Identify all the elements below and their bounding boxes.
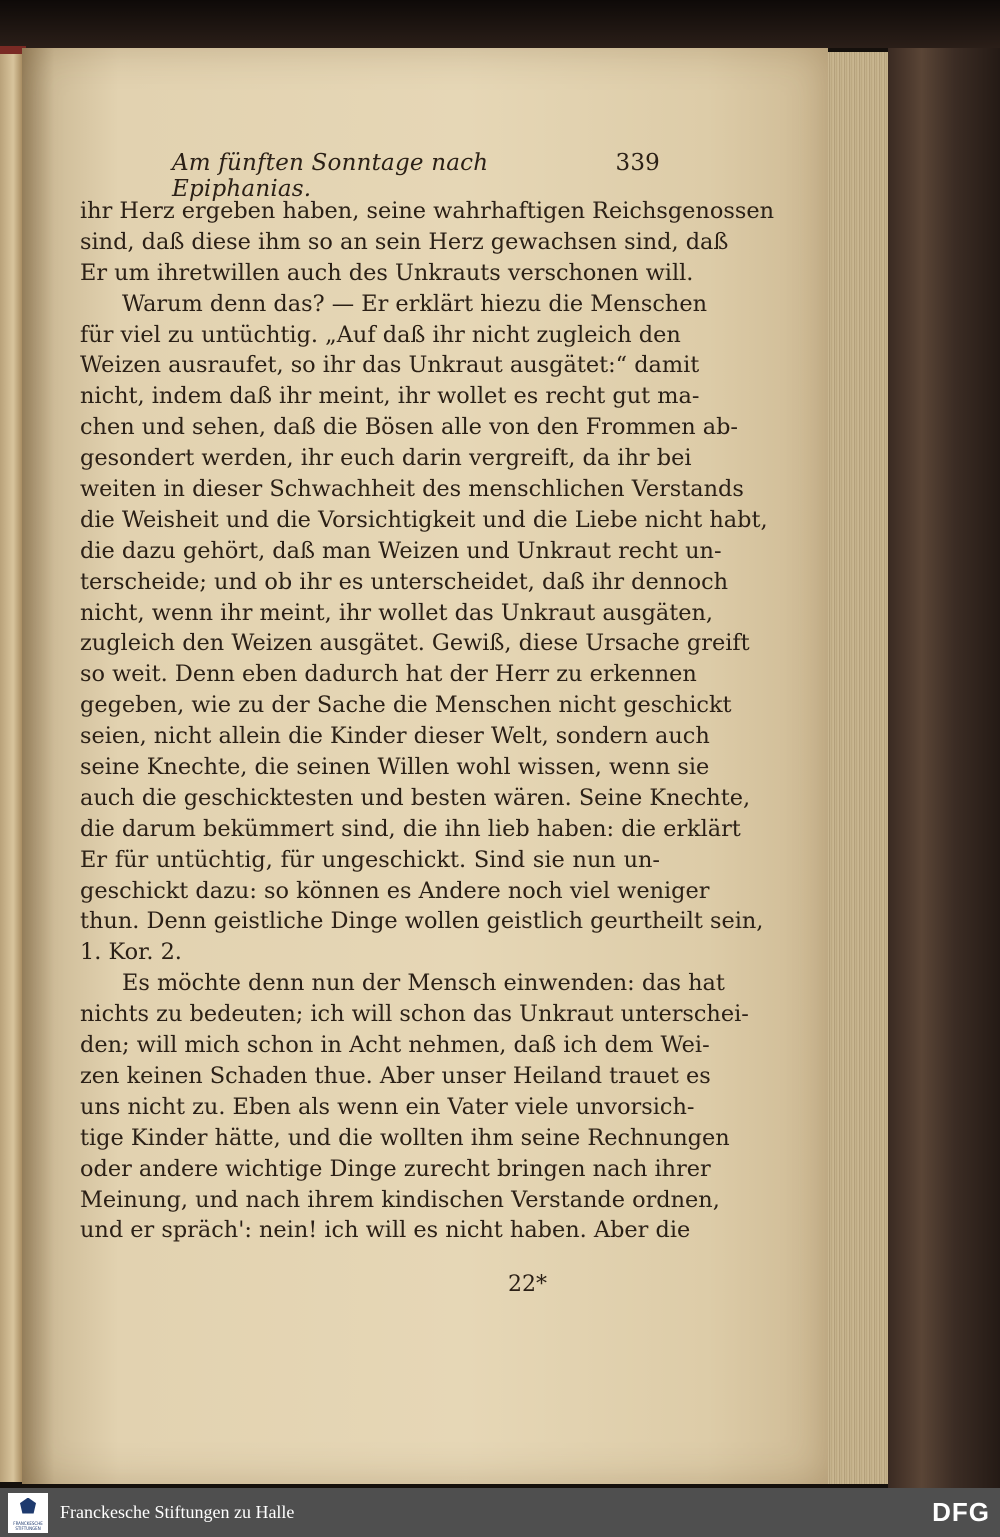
running-head-title: Am fünften Sonntage nach Epiphanias. bbox=[172, 150, 489, 202]
text-line: terscheide; und ob ihr es unterscheidet, daß ihr dennoch bbox=[80, 568, 729, 595]
text-line: zugleich den Weizen ausgätet. Gewiß, diese Ursache greift bbox=[80, 630, 750, 657]
text-line: 1. Kor. 2. bbox=[80, 939, 182, 966]
text-line: tige Kinder hätte, und die wollten ihm seine Rechnungen bbox=[80, 1124, 730, 1151]
page-number: 339 bbox=[615, 150, 660, 176]
text-line: gesondert werden, ihr euch darin vergreift, da ihr bei bbox=[80, 445, 692, 472]
text-line: für viel zu untüchtig. „Auf daß ihr nicht zugleich den bbox=[80, 321, 681, 348]
footer-bar bbox=[0, 1488, 1000, 1537]
text-line: weiten in dieser Schwachheit des menschlichen Verstands bbox=[80, 476, 744, 503]
text-line: die Weisheit und die Vorsichtigkeit und die Liebe nicht habt, bbox=[80, 506, 768, 533]
text-line: sind, daß diese ihm so an sein Herz gewachsen sind, daß bbox=[80, 228, 729, 255]
text-line: Es möchte denn nun der Mensch einwenden: das hat bbox=[122, 970, 725, 997]
text-line: Er für untüchtig, für ungeschickt. Sind sie nun un- bbox=[80, 846, 660, 873]
text-line: auch die geschicktesten und besten wären. Seine Knechte, bbox=[80, 784, 751, 811]
running-head bbox=[80, 150, 660, 202]
text-line: uns nicht zu. Eben als wenn ein Vater viele unvorsich- bbox=[80, 1093, 695, 1120]
text-block bbox=[80, 150, 774, 1246]
text-line: Weizen ausraufet, so ihr das Unkraut ausgätet:“ damit bbox=[80, 352, 700, 379]
text-line: seine Knechte, die seinen Willen wohl wissen, wenn sie bbox=[80, 754, 710, 781]
left-page-edge bbox=[0, 52, 22, 1482]
text-line: nicht, wenn ihr meint, ihr wollet das Unkraut ausgäten, bbox=[80, 599, 714, 626]
text-line: zen keinen Schaden thue. Aber unser Heiland trauet es bbox=[80, 1062, 711, 1089]
text-line: die dazu gehört, daß man Weizen und Unkraut recht un- bbox=[80, 537, 722, 564]
book-cover-top bbox=[0, 0, 1000, 48]
text-line: ihr Herz ergeben haben, seine wahrhaftigen Reichsgenossen bbox=[80, 198, 774, 224]
text-line: nichts zu bedeuten; ich will schon das Unkraut unterschei- bbox=[80, 1001, 749, 1028]
text-line: oder andere wichtige Dinge zurecht bringen nach ihrer bbox=[80, 1155, 711, 1182]
text-line: seien, nicht allein die Kinder dieser Welt, sondern auch bbox=[80, 723, 710, 750]
emblem-icon bbox=[20, 1498, 36, 1514]
logo-micro-text: FRANCKESCHE STIFTUNGEN bbox=[13, 1520, 43, 1531]
text-line: Warum denn das? — Er erklärt hiezu die Menschen bbox=[122, 290, 707, 317]
text-line: Er um ihretwillen auch des Unkrauts verschonen will. bbox=[80, 259, 694, 286]
institution-name: Franckesche Stiftungen zu Halle bbox=[60, 1502, 295, 1522]
text-line: nicht, indem daß ihr meint, ihr wollet es recht gut ma- bbox=[80, 383, 700, 410]
text-line: thun. Denn geistliche Dinge wollen geistlich geurtheilt sein, bbox=[80, 908, 764, 935]
text-line: geschickt dazu: so können es Andere noch viel weniger bbox=[80, 877, 710, 904]
text-line: die darum bekümmert sind, die ihn lieb haben: die erklärt bbox=[80, 815, 741, 842]
text-line: gegeben, wie zu der Sache die Menschen nicht geschickt bbox=[80, 692, 732, 719]
text-line: chen und sehen, daß die Bösen alle von den Frommen ab- bbox=[80, 414, 738, 441]
signature-mark: 22* bbox=[508, 1272, 547, 1297]
book-cover-right bbox=[888, 48, 1000, 1488]
institution-logo bbox=[8, 1493, 48, 1533]
text-line: so weit. Denn eben dadurch hat der Herr zu erkennen bbox=[80, 661, 697, 688]
body-text bbox=[80, 196, 774, 1246]
text-line: Meinung, und nach ihrem kindischen Verstande ordnen, bbox=[80, 1186, 720, 1213]
dfg-logo: DFG bbox=[932, 1497, 990, 1527]
text-line: den; will mich schon in Acht nehmen, daß ich dem Wei- bbox=[80, 1032, 710, 1059]
text-line: und er spräch': nein! ich will es nicht haben. Aber die bbox=[80, 1217, 691, 1244]
